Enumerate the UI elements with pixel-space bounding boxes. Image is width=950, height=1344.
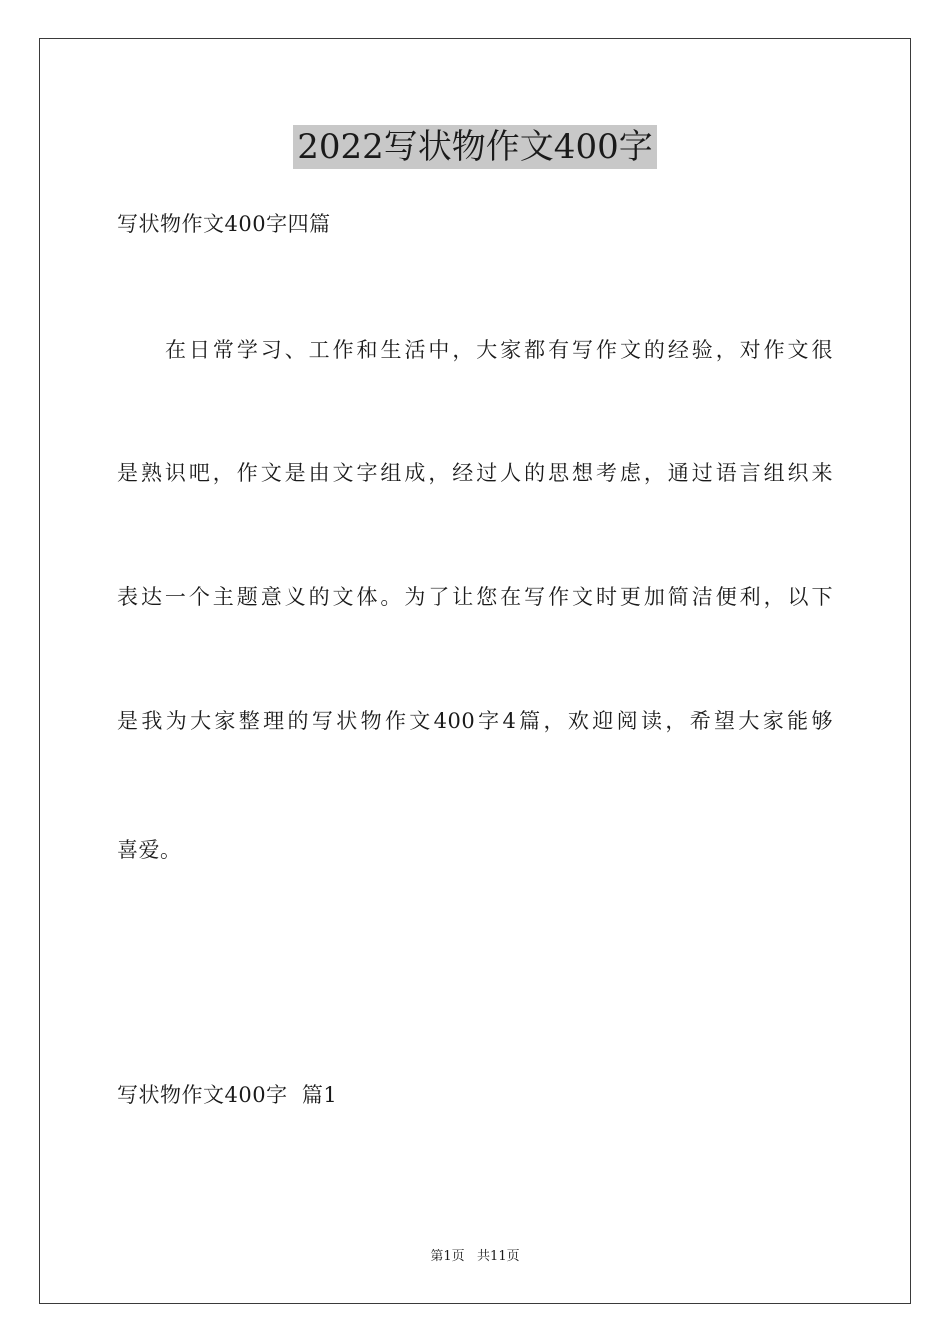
paragraph-line-4: 是我为大家整理的写状物作文400字4篇，欢迎阅读，希望大家能够 — [117, 709, 833, 733]
paragraph-line-1: 在日常学习、工作和生活中，大家都有写作文的经验，对作文很 — [165, 338, 833, 362]
title-container — [0, 125, 950, 169]
document-title: 2022写状物作文400字 — [293, 125, 656, 169]
document-subtitle: 写状物作文400字四篇 — [117, 212, 331, 236]
page-footer: 第1页 共11页 — [430, 1249, 520, 1264]
paragraph-line-2: 是熟识吧，作文是由文字组成，经过人的思想考虑，通过语言组织来 — [117, 461, 833, 485]
paragraph-line-5: 喜爱。 — [117, 838, 182, 862]
section-heading: 写状物作文400字 篇1 — [117, 1083, 338, 1107]
paragraph-line-3: 表达一个主题意义的文体。为了让您在写作文时更加简洁便利，以下 — [117, 585, 833, 609]
